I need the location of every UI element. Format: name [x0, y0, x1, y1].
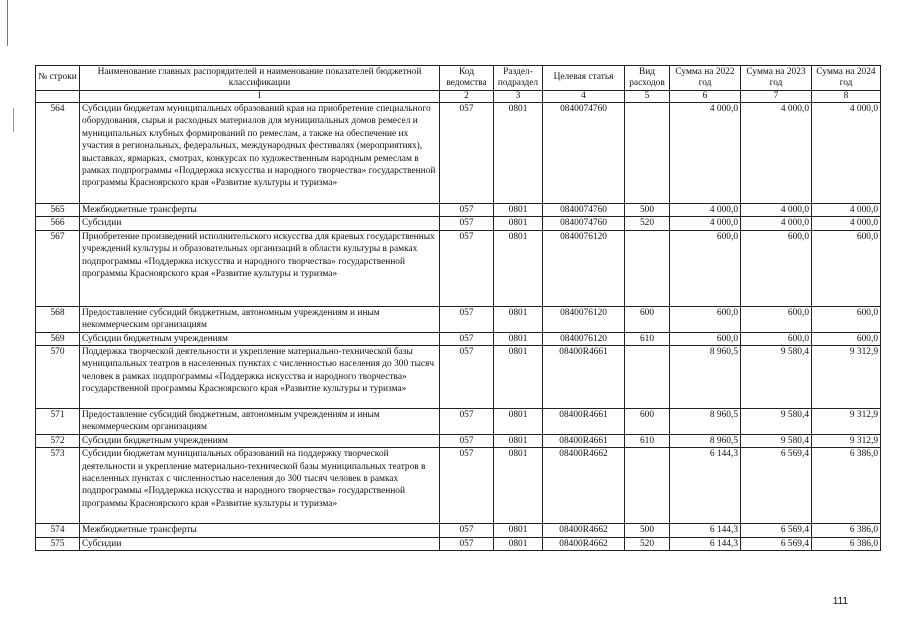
target-article: 08400R4661 [543, 409, 625, 435]
amount-2023: 4 000,0 [741, 103, 812, 204]
amount-2023: 4 000,0 [741, 204, 812, 217]
amount-2023: 6 569,4 [741, 537, 812, 550]
amount-2022: 600,0 [670, 230, 741, 306]
amount-2023: 6 569,4 [741, 448, 812, 524]
amount-2022: 6 144,3 [670, 524, 741, 537]
section-code: 0801 [494, 524, 543, 537]
header-cell: Сумма на 2022 год [670, 66, 741, 91]
target-article: 08400R4661 [543, 346, 625, 409]
row-number: 573 [36, 448, 80, 524]
amount-2022: 4 000,0 [670, 204, 741, 217]
row-number: 574 [36, 524, 80, 537]
amount-2022: 600,0 [670, 332, 741, 345]
page-number: 111 [832, 596, 848, 607]
department-code: 057 [440, 434, 494, 447]
row-number: 566 [36, 217, 80, 230]
row-number: 565 [36, 204, 80, 217]
column-number: 8 [812, 91, 881, 103]
department-code: 057 [440, 230, 494, 306]
table-row [36, 204, 881, 217]
section-code: 0801 [494, 332, 543, 345]
section-code: 0801 [494, 346, 543, 409]
amount-2022: 6 144,3 [670, 537, 741, 550]
department-code: 057 [440, 204, 494, 217]
amount-2023: 600,0 [741, 332, 812, 345]
section-code: 0801 [494, 434, 543, 447]
amount-2024: 600,0 [812, 332, 881, 345]
expense-type: 600 [625, 409, 670, 435]
table-row [36, 230, 881, 306]
amount-2024: 4 000,0 [812, 103, 881, 204]
section-code: 0801 [494, 204, 543, 217]
row-number: 575 [36, 537, 80, 550]
column-number: 1 [80, 91, 440, 103]
target-article: 0840074760 [543, 204, 625, 217]
table-row [36, 409, 881, 435]
margin-rule [7, 0, 8, 46]
row-number: 569 [36, 332, 80, 345]
amount-2023: 9 580,4 [741, 346, 812, 409]
row-number: 567 [36, 230, 80, 306]
target-article: 0840074760 [543, 217, 625, 230]
column-number: 3 [494, 91, 543, 103]
target-article: 08400R4661 [543, 434, 625, 447]
amount-2024: 600,0 [812, 230, 881, 306]
amount-2024: 600,0 [812, 306, 881, 332]
section-code: 0801 [494, 217, 543, 230]
item-name: Предоставление субсидий бюджетным, автономным учреждениям и иным некоммерческим организациям [80, 306, 440, 332]
header-cell: Вид расходов [625, 66, 670, 91]
row-number: 570 [36, 346, 80, 409]
table-row [36, 217, 881, 230]
table-row [36, 332, 881, 345]
amount-2022: 4 000,0 [670, 217, 741, 230]
department-code: 057 [440, 409, 494, 435]
target-article: 0840074760 [543, 103, 625, 204]
expense-type: 610 [625, 434, 670, 447]
expense-type: 610 [625, 332, 670, 345]
expense-type: 520 [625, 217, 670, 230]
department-code: 057 [440, 524, 494, 537]
expense-type: 600 [625, 306, 670, 332]
amount-2024: 6 386,0 [812, 524, 881, 537]
table-row [36, 537, 881, 550]
section-code: 0801 [494, 306, 543, 332]
item-name: Субсидии бюджетным учреждениям [80, 434, 440, 447]
amount-2023: 6 569,4 [741, 524, 812, 537]
table-row [36, 346, 881, 409]
amount-2024: 6 386,0 [812, 448, 881, 524]
header-cell: Код ведомства [440, 66, 494, 91]
row-number: 572 [36, 434, 80, 447]
amount-2023: 4 000,0 [741, 217, 812, 230]
target-article: 08400R4662 [543, 448, 625, 524]
item-name: Субсидии [80, 537, 440, 550]
expense-type [625, 103, 670, 204]
target-article: 0840076120 [543, 332, 625, 345]
section-code: 0801 [494, 103, 543, 204]
scan-mark [13, 108, 14, 132]
header-cell: № строки [36, 66, 80, 91]
row-number: 564 [36, 103, 80, 204]
amount-2023: 9 580,4 [741, 434, 812, 447]
column-number: 4 [543, 91, 625, 103]
header-cell: Сумма на 2023 год [741, 66, 812, 91]
target-article: 0840076120 [543, 230, 625, 306]
item-name: Межбюджетные трансферты [80, 204, 440, 217]
table-row [36, 306, 881, 332]
amount-2024: 9 312,9 [812, 434, 881, 447]
amount-2024: 4 000,0 [812, 204, 881, 217]
department-code: 057 [440, 217, 494, 230]
table-row [36, 524, 881, 537]
expense-type: 500 [625, 204, 670, 217]
target-article: 0840076120 [543, 306, 625, 332]
table-row [36, 434, 881, 447]
amount-2024: 6 386,0 [812, 537, 881, 550]
amount-2023: 600,0 [741, 306, 812, 332]
target-article: 08400R4662 [543, 537, 625, 550]
expense-type: 500 [625, 524, 670, 537]
amount-2024: 4 000,0 [812, 217, 881, 230]
table-row [36, 103, 881, 204]
item-name: Приобретение произведений исполнительского искусства для краевых государственных учреждений культуры и образовательных организаций в области культуры в рамках подпрограммы «Поддержка искусства и народного творчества» государственной программы Красноярского края «Развитие культуры и туризма» [80, 230, 440, 306]
amount-2022: 600,0 [670, 306, 741, 332]
amount-2022: 6 144,3 [670, 448, 741, 524]
amount-2022: 8 960,5 [670, 409, 741, 435]
expense-type: 520 [625, 537, 670, 550]
table-row [36, 448, 881, 524]
department-code: 057 [440, 332, 494, 345]
column-number: 7 [741, 91, 812, 103]
item-name: Субсидии бюджетам муниципальных образований края на приобретение специального оборудования, сырья и расходных материалов для муниципальных домов ремесел и муниципальных клубных формирований по ремеслам, а также на обеспечение их участия в региональных, федеральных, международных фестивалях (мероприятиях), выставках, ярмарках, смотрах, конкурсах по художественным народным ремеслам в рамках подпрограммы «Поддержка искусства и народного творчества» государственной программы Красноярского края «Развитие культуры и туризма» [80, 103, 440, 204]
expense-type [625, 448, 670, 524]
department-code: 057 [440, 306, 494, 332]
row-number: 568 [36, 306, 80, 332]
amount-2024: 9 312,9 [812, 346, 881, 409]
header-cell: Раздел-подраздел [494, 66, 543, 91]
row-number: 571 [36, 409, 80, 435]
amount-2022: 4 000,0 [670, 103, 741, 204]
expense-type [625, 230, 670, 306]
item-name: Предоставление субсидий бюджетным, автономным учреждениям и иным некоммерческим организациям [80, 409, 440, 435]
header-row [36, 66, 881, 91]
column-number [36, 91, 80, 103]
department-code: 057 [440, 103, 494, 204]
budget-table [35, 65, 881, 551]
expense-type [625, 346, 670, 409]
department-code: 057 [440, 346, 494, 409]
item-name: Межбюджетные трансферты [80, 524, 440, 537]
header-cell: Сумма на 2024 год [812, 66, 881, 91]
column-number: 5 [625, 91, 670, 103]
item-name: Субсидии [80, 217, 440, 230]
header-cell: Наименование главных распорядителей и наименование показателей бюджетной классификации [80, 66, 440, 91]
section-code: 0801 [494, 537, 543, 550]
department-code: 057 [440, 537, 494, 550]
item-name: Субсидии бюджетам муниципальных образований на поддержку творческой деятельности и укрепление материально-технической базы муниципальных театров в населенных пунктах с численностью населения до 300 тысяч человек в рамках подпрограммы «Поддержка искусства и народного творчества» государственной программы Красноярского края «Развитие культуры и туризма» [80, 448, 440, 524]
column-number-row [36, 91, 881, 103]
header-cell: Целевая статья [543, 66, 625, 91]
column-number: 6 [670, 91, 741, 103]
section-code: 0801 [494, 230, 543, 306]
section-code: 0801 [494, 409, 543, 435]
department-code: 057 [440, 448, 494, 524]
item-name: Субсидии бюджетным учреждениям [80, 332, 440, 345]
amount-2023: 9 580,4 [741, 409, 812, 435]
column-number: 2 [440, 91, 494, 103]
amount-2023: 600,0 [741, 230, 812, 306]
amount-2024: 9 312,9 [812, 409, 881, 435]
item-name: Поддержка творческой деятельности и укрепление материально-технической базы муниципальных театров в населенных пунктах с численностью населения до 300 тысяч человек в рамках подпрограммы «Поддержка искусства и народного творчества» государственной программы Красноярского края «Развитие культуры и туризма» [80, 346, 440, 409]
amount-2022: 8 960,5 [670, 434, 741, 447]
section-code: 0801 [494, 448, 543, 524]
amount-2022: 8 960,5 [670, 346, 741, 409]
target-article: 08400R4662 [543, 524, 625, 537]
